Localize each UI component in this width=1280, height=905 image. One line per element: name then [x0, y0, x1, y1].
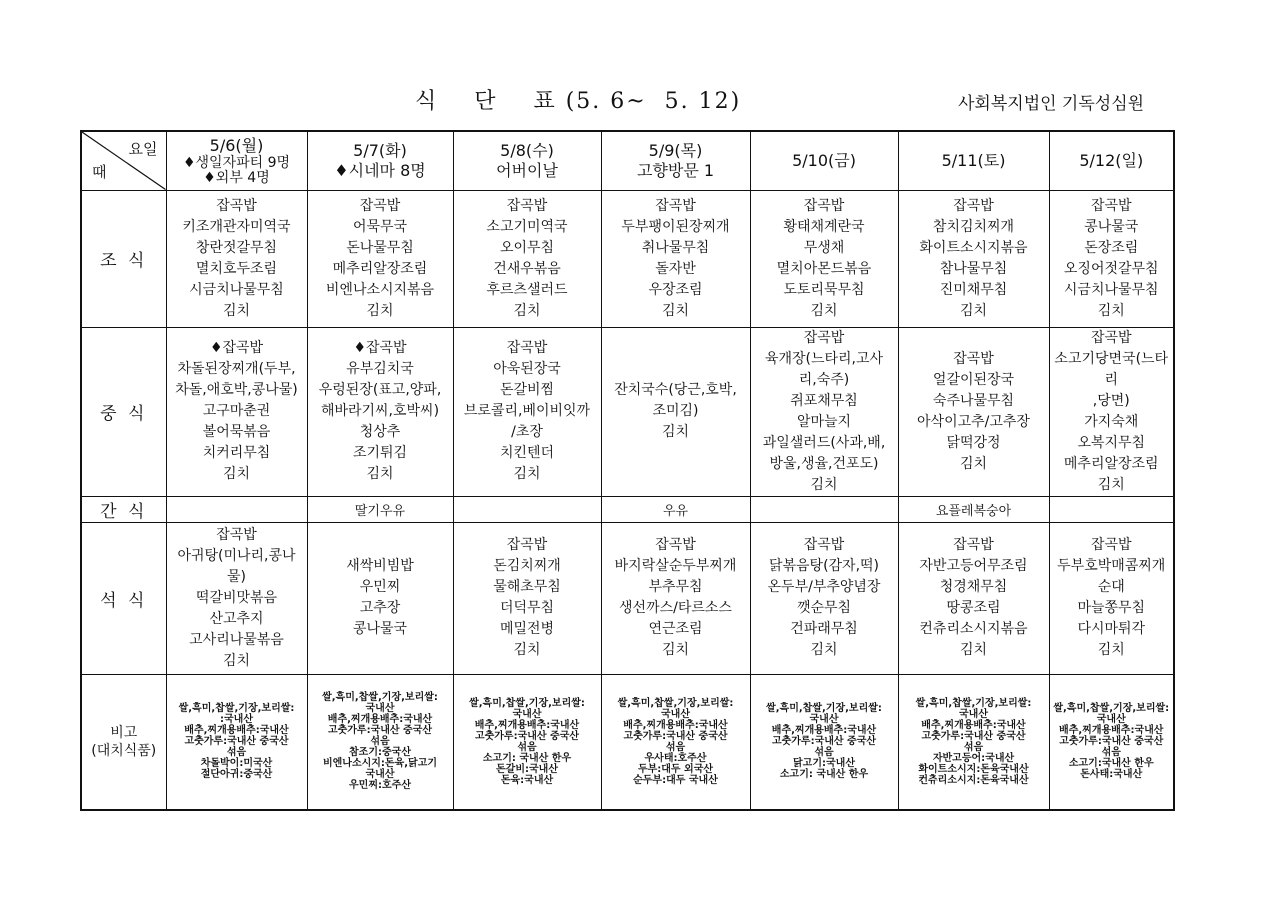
- dinner-item: 잡곡밥: [216, 526, 257, 543]
- remark-line: 우민찌:호주산: [349, 780, 411, 792]
- breakfast-item: 김치: [661, 302, 690, 319]
- lunch-item: 소고기당면국(느타리: [1054, 350, 1169, 388]
- lunch-item: 과일샐러드(사과,배,: [762, 434, 886, 451]
- breakfast-item: 김치: [1097, 302, 1125, 319]
- breakfast-cell: [898, 190, 1049, 327]
- remark-line: 순두부:대두 국내산: [633, 774, 718, 786]
- dinner-item: 잡곡밥: [1090, 537, 1132, 553]
- day-date: 5/8(수): [500, 140, 554, 160]
- lunch-item: 차돌된장찌개(두부,: [177, 361, 296, 377]
- header-row: [81, 131, 1174, 190]
- dinner-item: 닭볶음탕(감자,떡): [768, 558, 880, 574]
- remark-cell: [898, 674, 1049, 810]
- remark-line: 쌀,흑미,찹쌀,기장,보리쌀:: [617, 697, 734, 709]
- lunch-item: 김치: [959, 455, 988, 472]
- corner-cell: [81, 131, 166, 190]
- remark-line: 국내산: [959, 708, 988, 720]
- row-label: 석 식: [81, 522, 166, 674]
- remark-line: 배추,찌개용배추:국내산: [327, 714, 433, 726]
- lunch-cell: [1049, 327, 1174, 496]
- breakfast-cell: [601, 190, 750, 327]
- breakfast-item: 콩나물국: [1084, 218, 1139, 235]
- remark-line: 쌀,흑미,찹쌀,기장,보리쌀:: [766, 703, 882, 715]
- dinner-item: 물): [227, 568, 246, 585]
- dinner-cell: [1049, 522, 1174, 674]
- dinner-item: 부추무침: [648, 579, 703, 595]
- remark-line: 국내산: [365, 703, 395, 715]
- dinner-cell: [307, 522, 453, 674]
- remark-line: 국내산: [1096, 714, 1126, 726]
- lunch-item: 브로콜리,베이비잇까: [463, 403, 591, 419]
- lunch-item: 알마늘지: [796, 413, 852, 430]
- remark-line: 비엔나소시지:돈육,닭고기: [322, 758, 438, 770]
- remark-line: 쌀,흑미,찹쌀,기장,보리쌀:: [178, 703, 295, 715]
- lunch-item: 리,숙주): [798, 371, 850, 388]
- meal-plan-table: [80, 130, 1175, 811]
- remark-line: 배추,찌개용배추:국내산: [623, 719, 728, 731]
- breakfast-item: 멸치아몬드볶음: [776, 260, 872, 277]
- dinner-item: 고사리나물볶음: [189, 631, 284, 648]
- breakfast-item: 우장조림: [648, 281, 703, 298]
- remark-line: 섞음: [814, 747, 834, 759]
- lunch-item: 육개장(느타리,고사: [764, 350, 884, 367]
- remark-line: 섞음: [665, 741, 686, 753]
- dinner-item: 떡갈비맛볶음: [195, 589, 278, 606]
- lunch-item: 청상추: [359, 424, 401, 440]
- breakfast-item: 오징어젓갈무침: [1063, 260, 1159, 277]
- remark-line: 참조기:중국산: [349, 747, 411, 759]
- lunch-item: 치킨텐더: [499, 445, 555, 461]
- remark-line: 국내산: [365, 769, 395, 781]
- breakfast-item: 잡곡밥: [655, 197, 696, 214]
- lunch-item: 숙주나물무침: [932, 392, 1015, 409]
- dinner-item: 콩나물국: [352, 621, 408, 637]
- dinner-item: 자반고등어무조림: [919, 558, 1028, 574]
- lunch-cell: [601, 327, 750, 496]
- lunch-item: 얼갈이된장국: [932, 371, 1015, 388]
- day-header: [1049, 131, 1174, 190]
- remark-line: 돈갈비:국내산: [496, 763, 558, 775]
- lunch-item: 우렁된장(표고,양파,: [318, 382, 442, 398]
- lunch-item: 메추리알장조림: [1063, 455, 1159, 472]
- breakfast-item: 창란젓갈무침: [195, 239, 278, 256]
- row-label: 조 식: [81, 190, 166, 327]
- lunch-item: 오복지무침: [1077, 434, 1146, 451]
- lunch-item: 김치: [810, 476, 838, 493]
- breakfast-item: 오이무침: [499, 239, 555, 256]
- remark-line: 배추,찌개용배추:국내산: [1059, 725, 1164, 737]
- breakfast-cell: [1049, 190, 1174, 327]
- breakfast-cell: [453, 190, 601, 327]
- breakfast-item: 화이트소시지볶음: [919, 239, 1028, 256]
- lunch-item: ,당면): [1092, 392, 1130, 409]
- dinner-item: 건파래무침: [790, 621, 858, 637]
- lunch-item: ♦잡곡밥: [353, 340, 407, 356]
- breakfast-item: 잡곡밥: [506, 197, 548, 214]
- snack-cell: 딸기우유: [307, 496, 453, 522]
- remark-cell: [453, 674, 601, 810]
- dinner-item: 청경채무침: [939, 579, 1008, 595]
- remark-line: 배추,찌개용배추:국내산: [184, 725, 289, 737]
- dinner-item: 잡곡밥: [506, 537, 548, 553]
- day-header: [166, 131, 307, 190]
- lunch-item: 김치: [513, 466, 541, 482]
- dinner-item: 잡곡밥: [803, 537, 845, 553]
- remark-line: 섞음: [370, 736, 390, 748]
- row-label-line: 비고: [110, 724, 138, 741]
- snack-cell: [166, 496, 307, 522]
- lunch-item: 김치: [222, 466, 251, 482]
- remark-line: 쌀,흑미,찹쌀,기장,보리쌀:: [469, 697, 585, 709]
- remark-line: 국내산: [809, 714, 839, 726]
- remark-line: 쌀,흑미,찹쌀,기장,보리쌀:: [915, 697, 1032, 709]
- dinner-item: 마늘쫑무침: [1077, 600, 1146, 616]
- breakfast-cell: [166, 190, 307, 327]
- dinner-item: 고추장: [359, 600, 401, 616]
- lunch-cell: [453, 327, 601, 496]
- day-date: 5/9(목): [648, 140, 703, 160]
- remark-line: 고춧가루:국내산 중국산: [921, 730, 1026, 742]
- dinner-item: 연근조림: [648, 621, 703, 637]
- lunch-item: 해바라기씨,호박씨): [320, 403, 440, 419]
- breakfast-cell: [307, 190, 453, 327]
- remark-line: 두부:대두 외국산: [637, 763, 714, 775]
- lunch-item: 조미김): [652, 403, 699, 419]
- corner-time-label: 때: [92, 162, 107, 181]
- lunch-item: 차돌,애호박,콩나물): [175, 382, 298, 398]
- breakfast-item: 김치: [513, 302, 541, 319]
- dinner-item: 돈김치찌개: [493, 558, 561, 574]
- day-date: 5/12(일): [1079, 150, 1144, 170]
- dinner-item: 컨츄리소시지볶음: [919, 621, 1028, 637]
- dinner-item: 김치: [959, 642, 988, 658]
- lunch-item: 김치: [661, 424, 690, 440]
- remark-line: 쌀,흑미,찹쌀,기장,보리쌀:: [1053, 703, 1170, 715]
- breakfast-item: 김치: [366, 302, 394, 319]
- dinner-item: 아귀탕(미나리,콩나: [177, 547, 296, 564]
- remark-cell: [750, 674, 898, 810]
- row-label: 중 식: [81, 327, 166, 496]
- snack-cell: [1049, 496, 1174, 522]
- lunch-item: /초장: [511, 424, 543, 440]
- dinner-item: 김치: [513, 642, 541, 658]
- row-label: 간 식: [81, 496, 166, 522]
- remark-line: 고춧가루:국내산 중국산: [327, 725, 433, 737]
- breakfast-item: 잡곡밥: [803, 197, 845, 214]
- remark-cell: [601, 674, 750, 810]
- organization-name: 사회복지법인 기독성심원: [958, 94, 1145, 114]
- breakfast-item: 돈나물무침: [346, 239, 414, 256]
- snack-cell: [453, 496, 601, 522]
- lunch-item: 돈갈비찜: [499, 382, 555, 398]
- lunch-item: ♦잡곡밥: [209, 340, 264, 356]
- lunch-item: 치커리무침: [202, 445, 271, 461]
- day-header: [307, 131, 453, 190]
- lunch-item: 잡곡밥: [1090, 329, 1132, 346]
- breakfast-item: 시금치나물무침: [1063, 281, 1159, 298]
- dinner-item: 온두부/부추양념장: [767, 579, 881, 595]
- breakfast-item: 참치김치찌개: [932, 218, 1015, 235]
- day-note: 고향방문 1: [636, 160, 715, 180]
- lunch-item: 가지숙채: [1084, 413, 1139, 430]
- dinner-item: 잡곡밥: [953, 537, 994, 553]
- dinner-item: 김치: [810, 642, 838, 658]
- row-label: [81, 674, 166, 810]
- day-date: 5/11(토): [941, 150, 1006, 170]
- dinner-item: 생선까스/타르소스: [619, 600, 732, 616]
- remark-line: 닭고기:국내산: [793, 758, 855, 770]
- dinner-item: 순대: [1097, 579, 1125, 595]
- breakfast-item: 잡곡밥: [216, 197, 257, 214]
- snack-cell: 우유: [601, 496, 750, 522]
- remark-line: 배추,찌개용배추:국내산: [474, 719, 580, 731]
- breakfast-item: 후르츠샐러드: [486, 281, 568, 298]
- remark-line: 화이트소시지:돈육국내산: [918, 763, 1029, 775]
- remark-line: 고춧가루:국내산 중국산: [184, 736, 289, 748]
- day-header: [750, 131, 898, 190]
- remark-line: 섞음: [963, 741, 984, 753]
- breakfast-item: 잡곡밥: [953, 197, 994, 214]
- remark-line: 소고기:국내산 한우: [1068, 758, 1154, 770]
- day-header: [898, 131, 1049, 190]
- remark-line: 배추,찌개용배추:국내산: [921, 719, 1026, 731]
- breakfast-item: 키조개관자미역국: [182, 218, 291, 235]
- remark-line: 고춧가루:국내산 중국산: [623, 730, 728, 742]
- lunch-item: 김치: [1097, 476, 1125, 493]
- snack-cell: 요플레복숭아: [898, 496, 1049, 522]
- dinner-item: 메밀전병: [499, 621, 555, 637]
- dinner-item: 깻순무침: [796, 600, 852, 616]
- breakfast-item: 도토리묵무침: [783, 281, 865, 298]
- remark-line: 배추,찌개용배추:국내산: [771, 725, 877, 737]
- remark-line: 절단아귀:중국산: [200, 769, 273, 781]
- breakfast-item: 돈장조림: [1084, 239, 1139, 256]
- dinner-item: 물해초무침: [493, 579, 561, 595]
- dinner-cell: [898, 522, 1049, 674]
- day-note: 어버이날: [496, 160, 558, 180]
- lunch-cell: [307, 327, 453, 496]
- lunch-cell: [750, 327, 898, 496]
- remark-line: 소고기: 국내산 한우: [482, 752, 572, 764]
- breakfast-item: 메추리알장조림: [332, 260, 428, 277]
- row-label-line: (대치식품): [91, 742, 157, 759]
- dinner-item: 더덕무침: [499, 600, 555, 616]
- snack-row: [81, 496, 1174, 522]
- breakfast-item: 어묵무국: [352, 218, 408, 235]
- breakfast-item: 취나물무침: [641, 239, 710, 256]
- lunch-item: 유부김치국: [346, 361, 414, 377]
- remark-line: 국내산: [661, 708, 690, 720]
- dinner-item: 우민찌: [359, 579, 401, 595]
- lunch-row: [81, 327, 1174, 496]
- dinner-item: 잡곡밥: [655, 537, 696, 553]
- breakfast-item: 돌자반: [655, 260, 696, 277]
- lunch-item: 잡곡밥: [803, 329, 845, 346]
- remark-cell: [166, 674, 307, 810]
- dinner-cell: [750, 522, 898, 674]
- lunch-cell: [166, 327, 307, 496]
- remark-line: 컨츄리소시지:돈육국내산: [918, 774, 1029, 786]
- day-date: 5/7(화): [353, 140, 407, 160]
- breakfast-item: 김치: [959, 302, 988, 319]
- dinner-item: 두부호박매콤찌개: [1057, 558, 1166, 574]
- day-header: [601, 131, 750, 190]
- lunch-item: 볼어묵볶음: [202, 424, 271, 440]
- day-note: ♦외부 4명: [203, 169, 270, 186]
- remarks-row: [81, 674, 1174, 810]
- lunch-item: 고구마춘권: [202, 403, 271, 419]
- dinner-cell: [601, 522, 750, 674]
- day-note: ♦시네마 8명: [334, 160, 426, 180]
- corner-day-label: 요일: [128, 140, 158, 158]
- lunch-item: 아삭이고추/고추장: [917, 413, 1030, 430]
- remark-line: 돈육:국내산: [500, 774, 554, 786]
- breakfast-item: 건새우볶음: [493, 260, 561, 277]
- lunch-cell: [898, 327, 1049, 496]
- remark-line: 섞음: [517, 741, 537, 753]
- lunch-item: 닭떡강정: [946, 434, 1001, 451]
- lunch-item: 김치: [366, 466, 394, 482]
- day-header: [453, 131, 601, 190]
- dinner-row: [81, 522, 1174, 674]
- dinner-item: 김치: [1097, 642, 1125, 658]
- remark-line: 돈사태:국내산: [1080, 769, 1143, 781]
- dinner-item: 바지락살순두부찌개: [614, 558, 737, 574]
- lunch-item: 조기튀김: [352, 445, 408, 461]
- remark-line: 차돌박이:미국산: [200, 758, 273, 770]
- lunch-item: 잡곡밥: [506, 340, 548, 356]
- dinner-item: 다시마튀각: [1077, 621, 1146, 637]
- breakfast-row: [81, 190, 1174, 327]
- remark-line: 국내산: [512, 708, 542, 720]
- remark-line: 고춧가루:국내산 중국산: [1059, 736, 1164, 748]
- breakfast-item: 김치: [222, 302, 251, 319]
- breakfast-item: 두부팽이된장찌개: [621, 218, 730, 235]
- breakfast-item: 진미채무침: [939, 281, 1008, 298]
- dinner-item: 새싹비빔밥: [346, 558, 414, 574]
- breakfast-item: 시금치나물무침: [189, 281, 284, 298]
- remark-line: 섞음: [226, 747, 247, 759]
- remark-line: 자반고등어:국내산: [932, 752, 1015, 764]
- breakfast-cell: [750, 190, 898, 327]
- dinner-cell: [453, 522, 601, 674]
- lunch-item: 잔치국수(당근,호박,: [614, 382, 737, 398]
- remark-cell: [1049, 674, 1174, 810]
- breakfast-item: 비엔나소시지볶음: [325, 281, 435, 298]
- day-note: ♦생일자파티 9명: [182, 154, 291, 171]
- day-date: 5/6(월): [209, 135, 264, 155]
- remark-line: :국내산: [220, 714, 253, 726]
- remark-line: 우사태:호주산: [644, 752, 707, 764]
- lunch-item: 아욱된장국: [493, 361, 561, 377]
- breakfast-item: 잡곡밥: [1090, 197, 1132, 214]
- breakfast-item: 황태채계란국: [783, 218, 865, 235]
- lunch-item: 쥐포채무침: [790, 392, 858, 409]
- breakfast-item: 김치: [810, 302, 838, 319]
- day-date: 5/10(금): [792, 150, 856, 170]
- lunch-item: 방울,생율,건포도): [769, 455, 879, 472]
- dinner-item: 김치: [222, 652, 251, 669]
- remark-line: 고춧가루:국내산 중국산: [474, 730, 580, 742]
- lunch-item: 잡곡밥: [953, 350, 994, 367]
- remark-line: 고춧가루:국내산 중국산: [771, 736, 877, 748]
- dinner-cell: [166, 522, 307, 674]
- snack-cell: [750, 496, 898, 522]
- remark-line: 섞음: [1101, 747, 1121, 759]
- dinner-item: 김치: [661, 642, 690, 658]
- remark-line: 쌀,흑미,찹쌀,기장,보리쌀:: [322, 692, 438, 704]
- breakfast-item: 멸치호두조림: [195, 260, 278, 277]
- breakfast-item: 잡곡밥: [359, 197, 401, 214]
- breakfast-item: 소고기미역국: [486, 218, 568, 235]
- dinner-item: 땅콩조림: [946, 600, 1001, 616]
- dinner-item: 산고추지: [209, 610, 264, 627]
- remark-line: 소고기: 국내산 한우: [779, 769, 869, 781]
- breakfast-item: 무생채: [803, 239, 845, 256]
- page-title: 식 단 표 (5. 6~ 5. 12): [415, 89, 742, 114]
- remark-cell: [307, 674, 453, 810]
- breakfast-item: 참나물무침: [939, 260, 1008, 277]
